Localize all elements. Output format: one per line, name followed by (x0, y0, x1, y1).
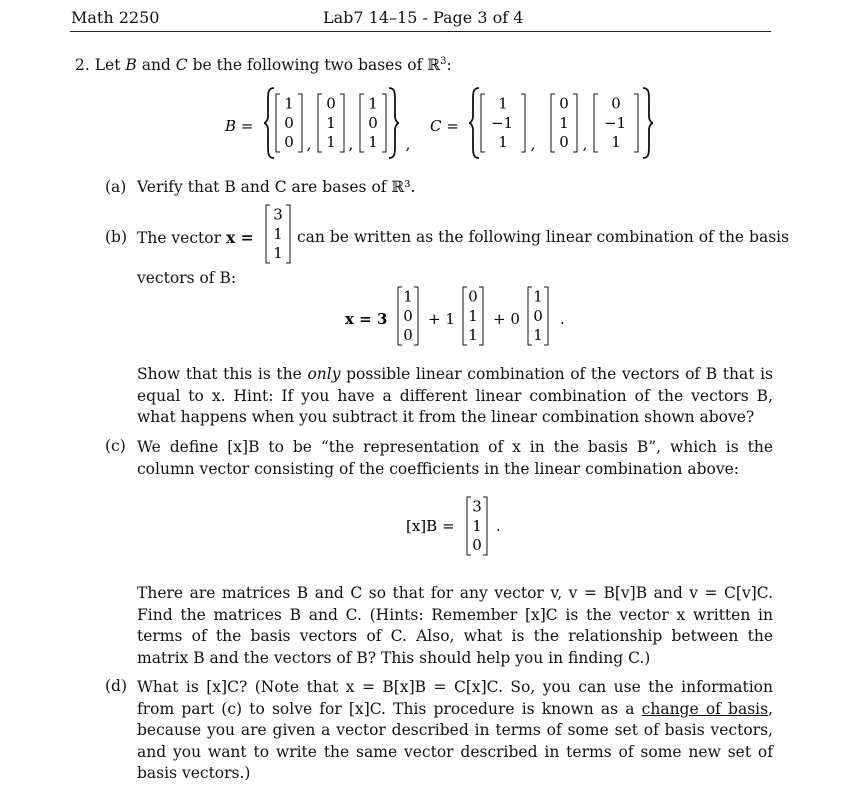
vector-entry: 1 (468, 326, 478, 345)
left-bracket (528, 287, 532, 345)
basis-b-vector-2 (318, 94, 344, 152)
right-bracket (573, 94, 577, 152)
combo-lhs: x = 3 (345, 310, 388, 328)
change-of-basis-link[interactable]: change of basis (641, 699, 769, 718)
part-a-label: (a) (105, 178, 127, 196)
part-c-text: We define [x]B to be “the representation of x in the basis B”, which is the column vector consisting of the coefficients in the linear combination above: (137, 438, 773, 478)
vector-entry: −1 (603, 113, 627, 132)
set-b-symbol: B (125, 56, 137, 75)
basis-c-left-brace (469, 88, 479, 158)
vector-entry: 1 (368, 133, 378, 152)
page-info: Lab7 14–15 - Page 3 of 4 (323, 8, 524, 27)
basis-c-vector-2 (551, 94, 577, 152)
combo-vector-3 (528, 287, 548, 345)
left-bracket (594, 94, 598, 152)
vector-entry: 1 (559, 113, 569, 132)
right-bracket (298, 94, 302, 152)
left-bracket (551, 94, 555, 152)
intro-colon: : (446, 56, 452, 75)
vector-entry: 0 (468, 287, 478, 306)
part-a-text: Verify that B and C are bases of ℝ³. (137, 178, 416, 196)
left-bracket (360, 94, 364, 152)
vector-entry: 0 (284, 113, 294, 132)
intro-and: and (141, 56, 171, 75)
part-d-text: What is [x]C? (Note that x = B[x]B = C[x]C. So, you can use the information from part (c) to solve for [x]C. This procedure is known as a change of basis, because you are given a vector described in terms of some set of basis vectors, and you want to write the same vector described in terms of some new set of basis vectors.) (137, 678, 774, 782)
basis-b-vector-1 (276, 94, 302, 152)
course-title: Math 2250 (71, 8, 160, 27)
left-bracket (463, 287, 467, 345)
vector-entry: 0 (403, 326, 413, 345)
set-c-symbol: C (175, 56, 188, 75)
vector-entry: 1 (284, 94, 294, 113)
vector-entry: 0 (559, 94, 569, 113)
vector-entry: 1 (498, 133, 508, 152)
vector-entry: 0 (611, 94, 621, 113)
vector-entry: 0 (326, 94, 336, 113)
vector-entry: 1 (498, 94, 508, 113)
vector-entry: 1 (533, 287, 543, 306)
left-bracket (467, 497, 471, 555)
right-bracket (340, 94, 344, 152)
vector-entry: 0 (533, 306, 543, 325)
vector-separator: , (306, 135, 312, 153)
left-bracket (318, 94, 322, 152)
vector-entry: 1 (611, 133, 621, 152)
vector-separator: , (530, 135, 536, 153)
vector-entry: 1 (403, 287, 413, 306)
basis-c-vector-3 (594, 94, 638, 152)
right-bracket (382, 94, 386, 152)
left-bracket (481, 94, 485, 152)
rep-vector (467, 497, 487, 555)
part-c-matrices-text: There are matrices B and C so that for any vector v, v = B[v]B and v = C[v]C. Find the matrices B and C. (Hints: Remember [x]C is the vector x written in terms of the basis vectors of C. Also, what is the relationship between the matrix B and the vectors of B? This should help you in finding C.) (137, 584, 773, 667)
basis-c-right-brace (643, 88, 653, 158)
x-vector (266, 205, 290, 263)
vector-entry: 1 (368, 94, 378, 113)
vector-entry: 0 (403, 306, 413, 325)
combo-period: . (560, 310, 565, 328)
left-bracket (276, 94, 280, 152)
vector-entry: 1 (533, 326, 543, 345)
right-bracket (634, 94, 638, 152)
part-b-label: (b) (105, 228, 128, 246)
only-emphasis: only (307, 365, 341, 383)
vector-entry: 0 (559, 133, 569, 152)
vector-entry: 1 (472, 516, 482, 535)
rep-lhs: [x]B = (406, 517, 455, 535)
right-bracket (286, 205, 290, 263)
x-eq: x = (225, 228, 254, 247)
part-b-line2: vectors of B: (137, 269, 237, 287)
vector-entry: 0 (284, 133, 294, 152)
vector-entry: 1 (326, 133, 336, 152)
combo-vector-2 (463, 287, 483, 345)
right-bracket (479, 287, 483, 345)
basis-c-vector-1 (481, 94, 525, 152)
vector-entry: 1 (273, 224, 283, 243)
field-symbol: ℝ (427, 56, 441, 75)
combo-plus-1: + 1 (428, 310, 455, 328)
part-b-show-text: Show that this is the only possible linear combination of the vectors of B that is equal to x. Hint: If you have a different linear combination of the vectors B, what happens when you subtract it from the linear combination shown above? (137, 365, 774, 426)
rep-period: . (496, 517, 501, 535)
left-bracket (398, 287, 402, 345)
intro-text: be the following two bases of (192, 56, 423, 75)
vector-entry: 1 (273, 244, 283, 263)
part-b-lead: The vector x = (137, 228, 254, 247)
problem-number: 2. (75, 56, 90, 75)
part-c-label: (c) (105, 437, 126, 455)
basis-b-right-brace (389, 88, 399, 158)
basis-b-vector-3 (360, 94, 386, 152)
vector-entry: 1 (326, 113, 336, 132)
vector-entry: 0 (368, 113, 378, 132)
left-bracket (266, 205, 270, 263)
vector-entry: −1 (490, 113, 514, 132)
field-exponent: 3 (440, 56, 447, 67)
part-d-label: (d) (105, 677, 128, 695)
vector-separator: , (348, 135, 354, 153)
combo-vector-1 (398, 287, 418, 345)
vector-entry: 3 (273, 205, 283, 224)
vector-separator: , (582, 135, 588, 153)
right-bracket (521, 94, 525, 152)
right-bracket (483, 497, 487, 555)
vector-entry: 3 (472, 497, 482, 516)
vector-entry: 1 (468, 306, 478, 325)
right-bracket (414, 287, 418, 345)
basis-b-left-brace (264, 88, 274, 158)
combo-plus-0: + 0 (493, 310, 520, 328)
part-b-tail: can be written as the following linear combination of the basis (297, 228, 790, 246)
basis-c-label: C = (430, 117, 459, 135)
right-bracket (544, 287, 548, 345)
basis-separator: , (405, 135, 411, 153)
vector-entry: 0 (472, 536, 482, 555)
basis-b-label: B = (225, 117, 254, 135)
intro-let: Let (94, 56, 121, 75)
